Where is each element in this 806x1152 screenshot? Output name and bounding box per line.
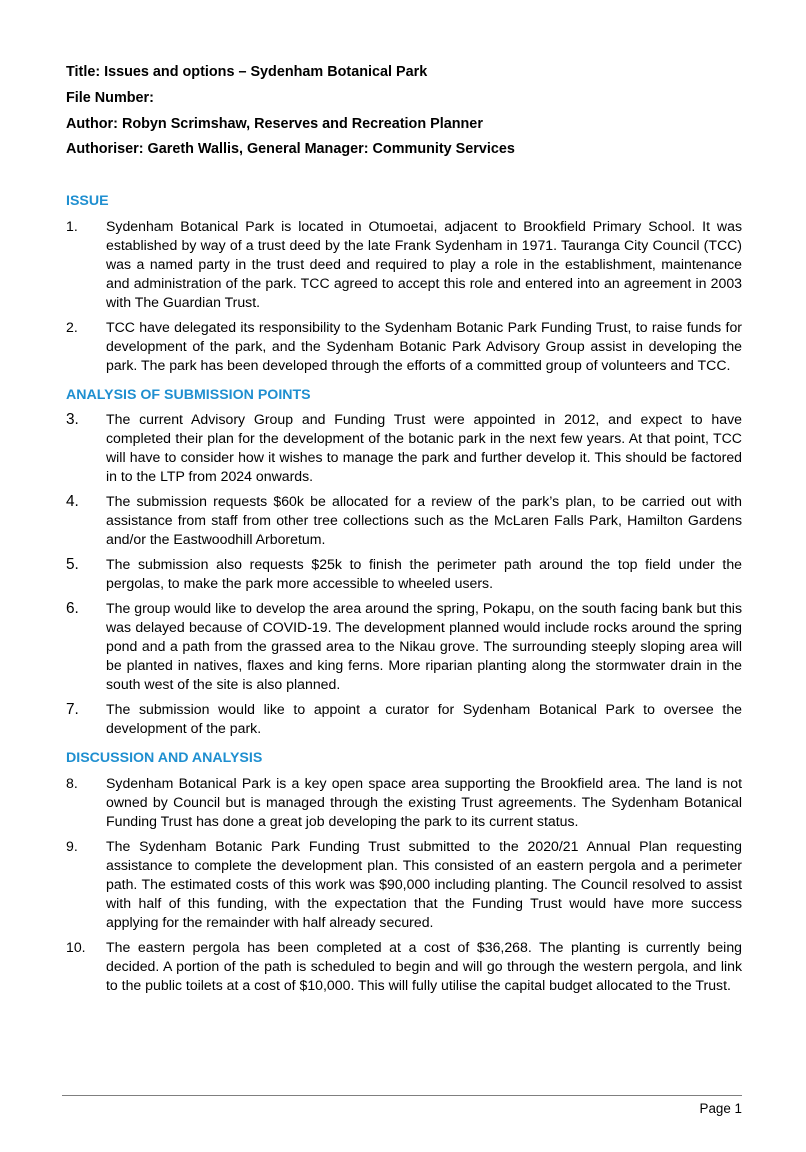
paragraph-text: The submission would like to appoint a curator for Sydenham Botanical Park to oversee the development of the park. xyxy=(106,701,742,736)
report-authoriser: Authoriser: Gareth Wallis, General Manager: Community Services xyxy=(66,141,515,158)
report-body xyxy=(66,193,742,1001)
paragraph-number: 5. xyxy=(66,556,79,573)
section-heading-issue: ISSUE xyxy=(66,193,109,209)
section-heading-analysis: ANALYSIS OF SUBMISSION POINTS xyxy=(66,386,311,403)
paragraph-number: 4. xyxy=(66,493,79,510)
numbered-paragraph xyxy=(66,217,742,312)
page-number: Page 1 xyxy=(699,1101,742,1116)
numbered-paragraph xyxy=(66,492,742,549)
numbered-paragraph xyxy=(66,774,742,831)
report-title: Title: Issues and options – Sydenham Botanical Park xyxy=(66,64,428,80)
paragraph-number: 1. xyxy=(66,217,78,234)
paragraph-text: Sydenham Botanical Park is a key open space area supporting the Brookfield area. The land is not owned by Council but is managed through the existing Trust agreements. The Sydenham Botanical Funding Trust has done a great job developing the park to its current status. xyxy=(106,774,742,829)
numbered-paragraph xyxy=(66,599,742,694)
paragraph-number: 3. xyxy=(66,411,79,428)
numbered-paragraph xyxy=(66,700,742,738)
paragraph-text: The submission requests $60k be allocated for a review of the park’s plan, to be carried out with assistance from staff from other tree collections such as the McLaren Falls Park, Hamilton Gardens and/or the Eastwoodhill Arboretum. xyxy=(106,493,742,547)
numbered-paragraph xyxy=(66,555,742,593)
paragraph-text: The Sydenham Botanic Park Funding Trust submitted to the 2020/21 Annual Plan requesting assistance to complete the development plan. This consisted of an eastern pergola and a perimeter path. The estimated costs of this work was $90,000 including planting. The Council resolved to assist with half of this funding, with the expectation that the Funding Trust would have more success applying for the remainder with half already secured. xyxy=(106,837,742,930)
numbered-paragraph xyxy=(66,837,742,932)
numbered-paragraph xyxy=(66,938,742,995)
paragraph-text: The group would like to develop the area around the spring, Pokapu, on the south facing bank but this was delayed because of COVID-19. The development planned would include rocks around the spring pond and a path from the grassed area to the Nikau grove. The surrounding steeply sloping area will be planted in natives, flaxes and king ferns. More riparian planting along the stormwater drain in the south west of the site is also planned. xyxy=(106,600,742,692)
paragraph-number: 9. xyxy=(66,837,78,854)
paragraph-number: 7. xyxy=(66,701,79,718)
paragraph-text: The current Advisory Group and Funding Trust were appointed in 2012, and expect to have completed their plan for the development of the botanic park in the next few years. At that point, TCC will have to consider how it wishes to manage the park and further develop it. This should be factored in to the LTP from 2024 onwards. xyxy=(106,411,742,484)
paragraph-number: 8. xyxy=(66,774,78,791)
section-heading-discussion: DISCUSSION AND ANALYSIS xyxy=(66,750,263,766)
paragraph-number: 10. xyxy=(66,938,86,955)
paragraph-text: TCC have delegated its responsibility to the Sydenham Botanic Park Funding Trust, to raise funds for development of the park, and the Sydenham Botanic Park Advisory Group assist in developing the park. The park has been developed through the efforts of a committed group of volunteers and TCC. xyxy=(106,318,742,373)
footer-divider xyxy=(62,1095,742,1096)
report-author: Author: Robyn Scrimshaw, Reserves and Recreation Planner xyxy=(66,115,483,132)
numbered-paragraph xyxy=(66,318,742,375)
paragraph-number: 6. xyxy=(66,600,79,617)
file-number: File Number: xyxy=(66,89,154,106)
paragraph-text: The submission also requests $25k to finish the perimeter path around the top field under the pergolas, to make the park more accessible to wheeled users. xyxy=(106,556,742,591)
report-metadata xyxy=(66,64,746,167)
paragraph-text: The eastern pergola has been completed at a cost of $36,268. The planting is currently being decided. A portion of the path is scheduled to begin and will go through the western pergola, and link to the public toilets at a cost of $10,000. This will fully utilise the capital budget allocated to the Trust. xyxy=(106,938,742,993)
paragraph-text: Sydenham Botanical Park is located in Otumoetai, adjacent to Brookfield Primary School. It was established by way of a trust deed by the late Frank Sydenham in 1971. Tauranga City Council (TCC) was a named party in the trust deed and required to play a role in the establishment, maintenance and administration of the park. TCC agreed to accept this role and entered into an agreement in 2003 with The Guardian Trust. xyxy=(106,217,742,310)
numbered-paragraph xyxy=(66,410,742,486)
paragraph-number: 2. xyxy=(66,318,78,335)
